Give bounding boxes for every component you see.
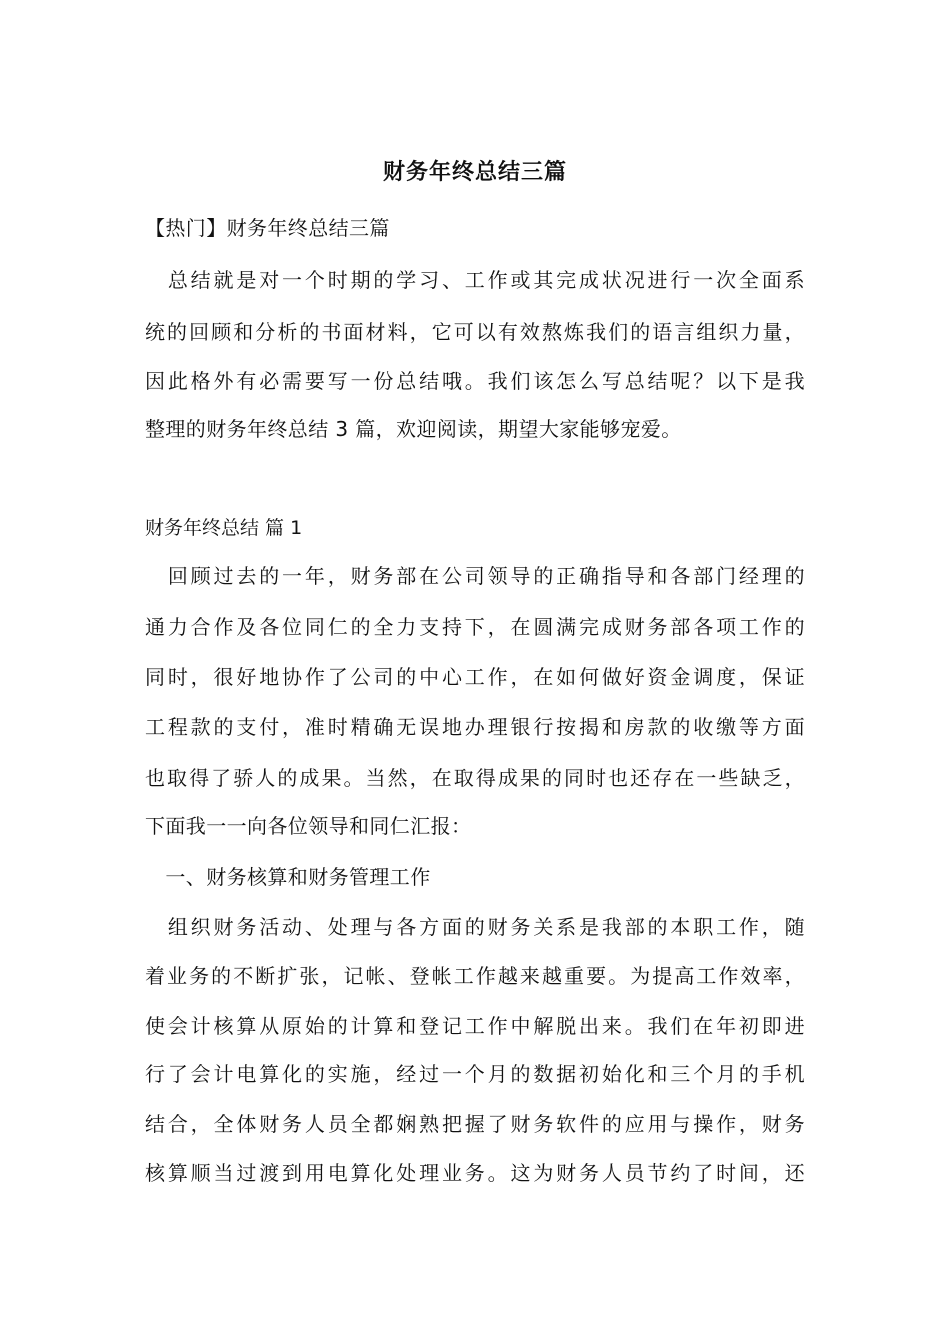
paragraph-line: 使会计核算从原始的计算和登记工作中解脱出来。我们在年初即进 <box>145 1014 805 1038</box>
paragraph-line: 下面我一一向各位领导和同仁汇报： <box>145 814 472 838</box>
intro-line: 整理的财务年终总结 3 篇，欢迎阅读，期望大家能够宠爱。 <box>145 417 682 441</box>
intro-line: 总结就是对一个时期的学习、工作或其完成状况进行一次全面系 <box>145 268 805 292</box>
document-title: 财务年终总结三篇 <box>382 160 567 185</box>
paragraph-line: 结合，全体财务人员全都娴熟把握了财务软件的应用与操作，财务 <box>145 1112 805 1136</box>
intro-line: 因此格外有必需要写一份总结哦。我们该怎么写总结呢？以下是我 <box>145 369 805 393</box>
document-subtitle: 【热门】财务年终总结三篇 <box>145 216 390 240</box>
paragraph-line: 核算顺当过渡到用电算化处理业务。这为财务人员节约了时间，还 <box>145 1161 805 1185</box>
paragraph-line: 着业务的不断扩张，记帐、登帐工作越来越重要。为提高工作效率， <box>145 964 805 988</box>
paragraph-line: 工程款的支付，准时精确无误地办理银行按揭和房款的收缴等方面 <box>145 715 805 739</box>
paragraph-line: 行了会计电算化的实施，经过一个月的数据初始化和三个月的手机 <box>145 1062 805 1086</box>
paragraph-line: 通力合作及各位同仁的全力支持下，在圆满完成财务部各项工作的 <box>145 615 805 639</box>
section-heading: 财务年终总结 篇 1 <box>145 517 303 539</box>
paragraph-line: 回顾过去的一年，财务部在公司领导的正确指导和各部门经理的 <box>145 564 805 588</box>
paragraph-line: 组织财务活动、处理与各方面的财务关系是我部的本职工作，随 <box>145 915 805 939</box>
paragraph-line: 同时，很好地协作了公司的中心工作，在如何做好资金调度，保证 <box>145 665 805 689</box>
subheading: 一、财务核算和财务管理工作 <box>145 865 431 889</box>
paragraph-line: 也取得了骄人的成果。当然，在取得成果的同时也还存在一些缺乏， <box>145 766 805 790</box>
intro-line: 统的回顾和分析的书面材料，它可以有效熬炼我们的语言组织力量， <box>145 320 805 344</box>
